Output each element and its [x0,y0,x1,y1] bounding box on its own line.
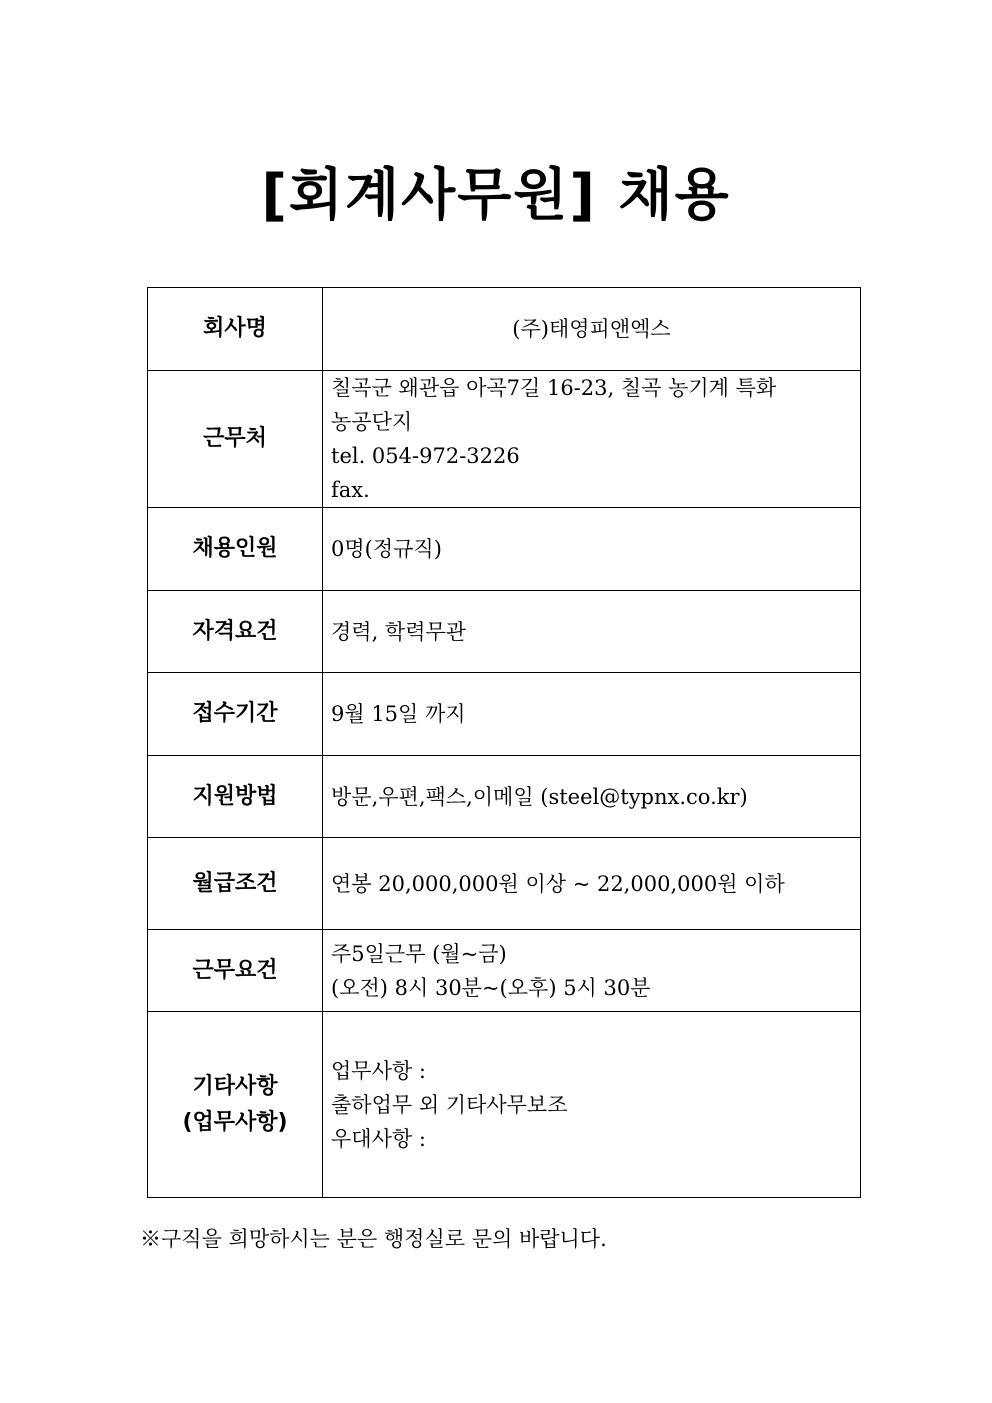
workplace-address-line1: 칠곡군 왜관읍 아곡7길 16-23, 칠곡 농기계 특화 [331,376,777,400]
hours-line2: (오전) 8시 30분~(오후) 5시 30분 [331,975,651,1000]
other-line2: 출하업무 외 기타사무보조 [331,1092,568,1117]
workplace-label: 근무처 [148,371,323,508]
company-value: (주)태영피앤엑스 [323,288,861,371]
table-row-qualification [148,591,861,673]
workplace-value [323,371,861,508]
table-row-salary [148,838,861,930]
period-label: 접수기간 [148,673,323,756]
other-label-line2: (업무사항) [182,1109,288,1135]
footer-note: ※구직을 희망하시는 분은 행정실로 문의 바랍니다. [140,1227,607,1251]
salary-label: 월급조건 [148,838,323,930]
table-row-hours [148,930,861,1012]
hours-line1: 주5일근무 (월~금) [331,941,507,966]
other-label-line1: 기타사항 [192,1073,278,1099]
table-row-company [148,288,861,371]
hours-value [323,930,861,1012]
method-value: 방문,우편,팩스,이메일 (steel@typnx.co.kr) [323,756,861,838]
table-row-headcount [148,508,861,591]
salary-value: 연봉 20,000,000원 이상 ~ 22,000,000원 이하 [323,838,861,930]
other-value [323,1012,861,1198]
headcount-label: 채용인원 [148,508,323,591]
other-line3: 우대사항 : [331,1126,426,1151]
qualification-value: 경력, 학력무관 [323,591,861,673]
headcount-value: 0명(정규직) [323,508,861,591]
table-row-method [148,756,861,838]
table-row-period [148,673,861,756]
qualification-label: 자격요건 [148,591,323,673]
workplace-tel: tel. 054-972-3226 [331,444,520,468]
page-title: [회계사무원] 채용 [261,163,731,228]
hours-label: 근무요건 [148,930,323,1012]
table-row-workplace [148,371,861,508]
method-label: 지원방법 [148,756,323,838]
recruit-table [147,287,861,1198]
other-label [148,1012,323,1198]
period-value: 9월 15일 까지 [323,673,861,756]
other-line1: 업무사항 : [331,1058,426,1083]
workplace-address-line2: 농공단지 [331,410,413,434]
workplace-fax: fax. [331,478,370,502]
table-row-other [148,1012,861,1198]
company-label: 회사명 [148,288,323,371]
